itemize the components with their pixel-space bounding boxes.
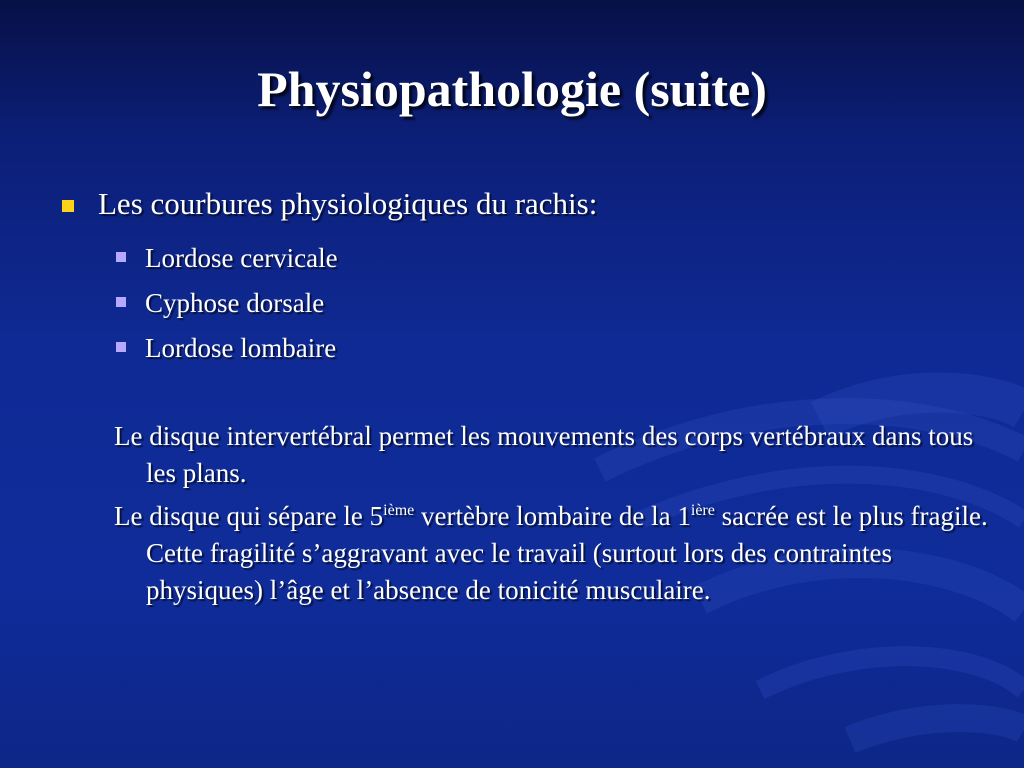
sub-bullet-text: Cyphose dorsale xyxy=(145,288,325,318)
sub-bullet-text: Lordose lombaire xyxy=(145,333,337,363)
sub-bullet-text: Lordose cervicale xyxy=(145,243,338,273)
paragraph-disc-movement: Le disque intervertébral permet les mouvements des corps vertébraux dans tous les plans. xyxy=(114,421,974,488)
paragraph-disc-fragility xyxy=(114,498,1006,609)
paragraph-text-part: Le disque qui sépare le 5 xyxy=(114,501,384,531)
sub-bullet-item xyxy=(116,281,338,326)
main-bullet xyxy=(62,187,597,221)
sub-bullet-item xyxy=(116,236,338,281)
paragraph-text-part: sacrée est le plus fragile. Cette fragilité s’aggravant avec le travail (surtout lors des contraintes physiques) l’âge et l’absence de tonicité musculaire. xyxy=(146,501,988,605)
sub-bullet-item xyxy=(116,326,338,371)
ordinal-superscript: ière xyxy=(690,502,715,519)
square-bullet-icon xyxy=(62,200,74,212)
sub-bullet-list xyxy=(116,236,338,371)
square-bullet-icon xyxy=(116,297,126,307)
main-bullet-text: Les courbures physiologiques du rachis: xyxy=(98,186,598,221)
square-bullet-icon xyxy=(116,342,126,352)
paragraph-text-part: vertèbre lombaire de la 1 xyxy=(414,501,691,531)
square-bullet-icon xyxy=(116,252,126,262)
slide-title: Physiopathologie (suite) xyxy=(257,61,767,117)
ordinal-superscript: ième xyxy=(383,502,415,519)
